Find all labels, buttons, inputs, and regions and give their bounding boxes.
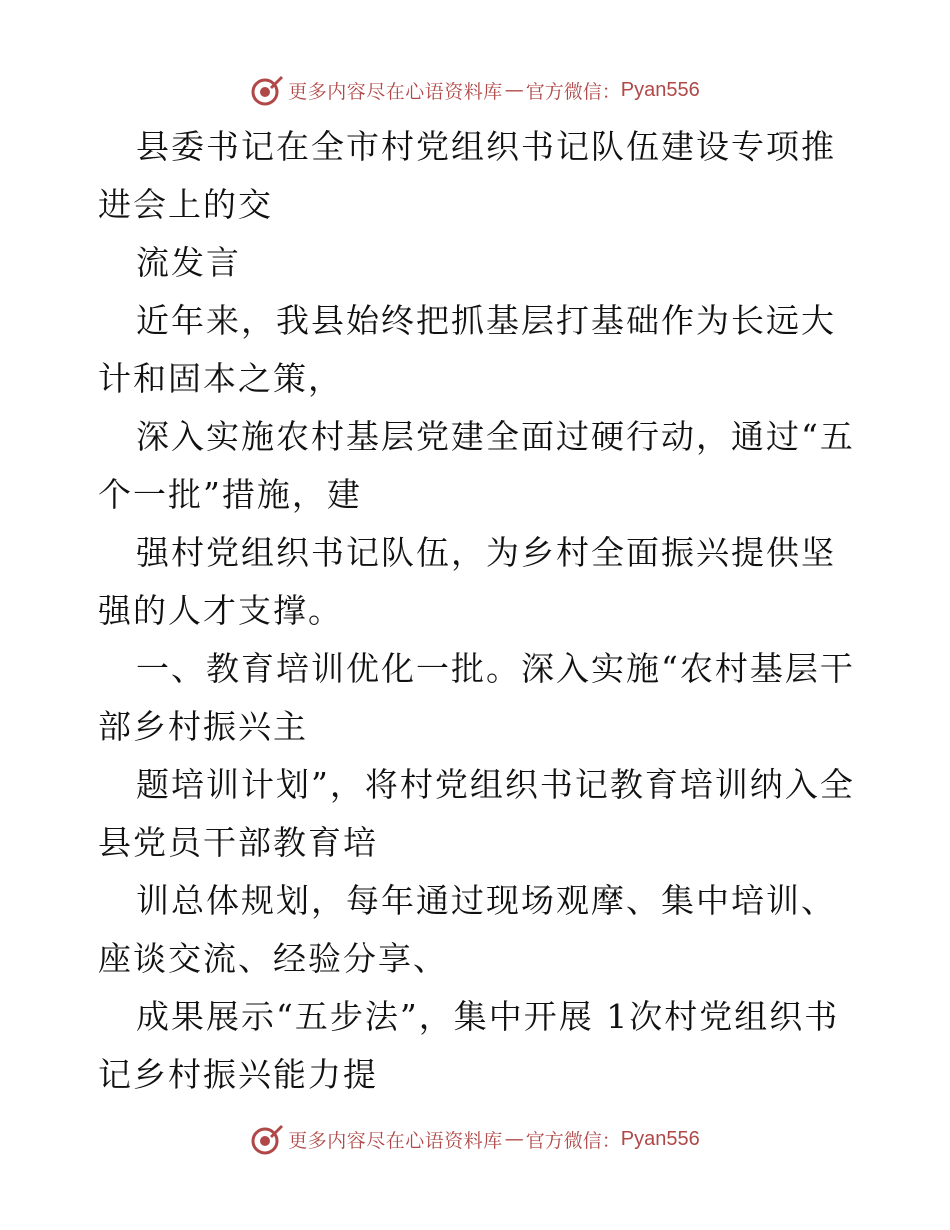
brush-pen-logo-icon <box>250 1122 284 1156</box>
footer-banner <box>0 1119 950 1159</box>
brush-pen-logo-icon <box>250 73 284 107</box>
banner-wechat-label: 官方微信： <box>525 80 621 103</box>
paragraph-line: 训总体规划，每年通过现场观摩、集中培训、座谈交流、经验分享、 <box>98 881 836 978</box>
banner-dash: — <box>504 1128 524 1150</box>
banner-text: 更多内容尽在心语资料库 <box>288 80 503 103</box>
document-title-line-2: 流发言 <box>136 243 241 282</box>
banner-text: 更多内容尽在心语资料库 <box>288 1129 503 1152</box>
banner-wechat-id: Pyan556 <box>620 78 700 101</box>
header-banner <box>0 70 950 110</box>
paragraph-line: 一、教育培训优化一批。深入实施“农村基层干部乡村振兴主 <box>98 649 855 746</box>
paragraph-line: 题培训计划”，将村党组织书记教育培训纳入全县党员干部教育培 <box>98 765 855 862</box>
banner-wechat-label: 官方微信： <box>525 1129 621 1152</box>
paragraph-line: 近年来，我县始终把抓基层打基础作为长远大计和固本之策， <box>98 301 836 398</box>
document-title-line-1: 县委书记在全市村党组织书记队伍建设专项推进会上的交 <box>98 127 836 224</box>
banner-dash: — <box>504 79 524 101</box>
paragraph-line: 深入实施农村基层党建全面过硬行动，通过“五个一批”措施，建 <box>98 417 855 514</box>
document-body <box>98 118 858 1104</box>
paragraph-line: 强村党组织书记队伍，为乡村全面振兴提供坚强的人才支撑。 <box>98 533 836 630</box>
banner-wechat-id: Pyan556 <box>620 1127 700 1150</box>
paragraph-line: 成果展示“五步法”，集中开展 1次村党组织书记乡村振兴能力提 <box>98 997 840 1094</box>
